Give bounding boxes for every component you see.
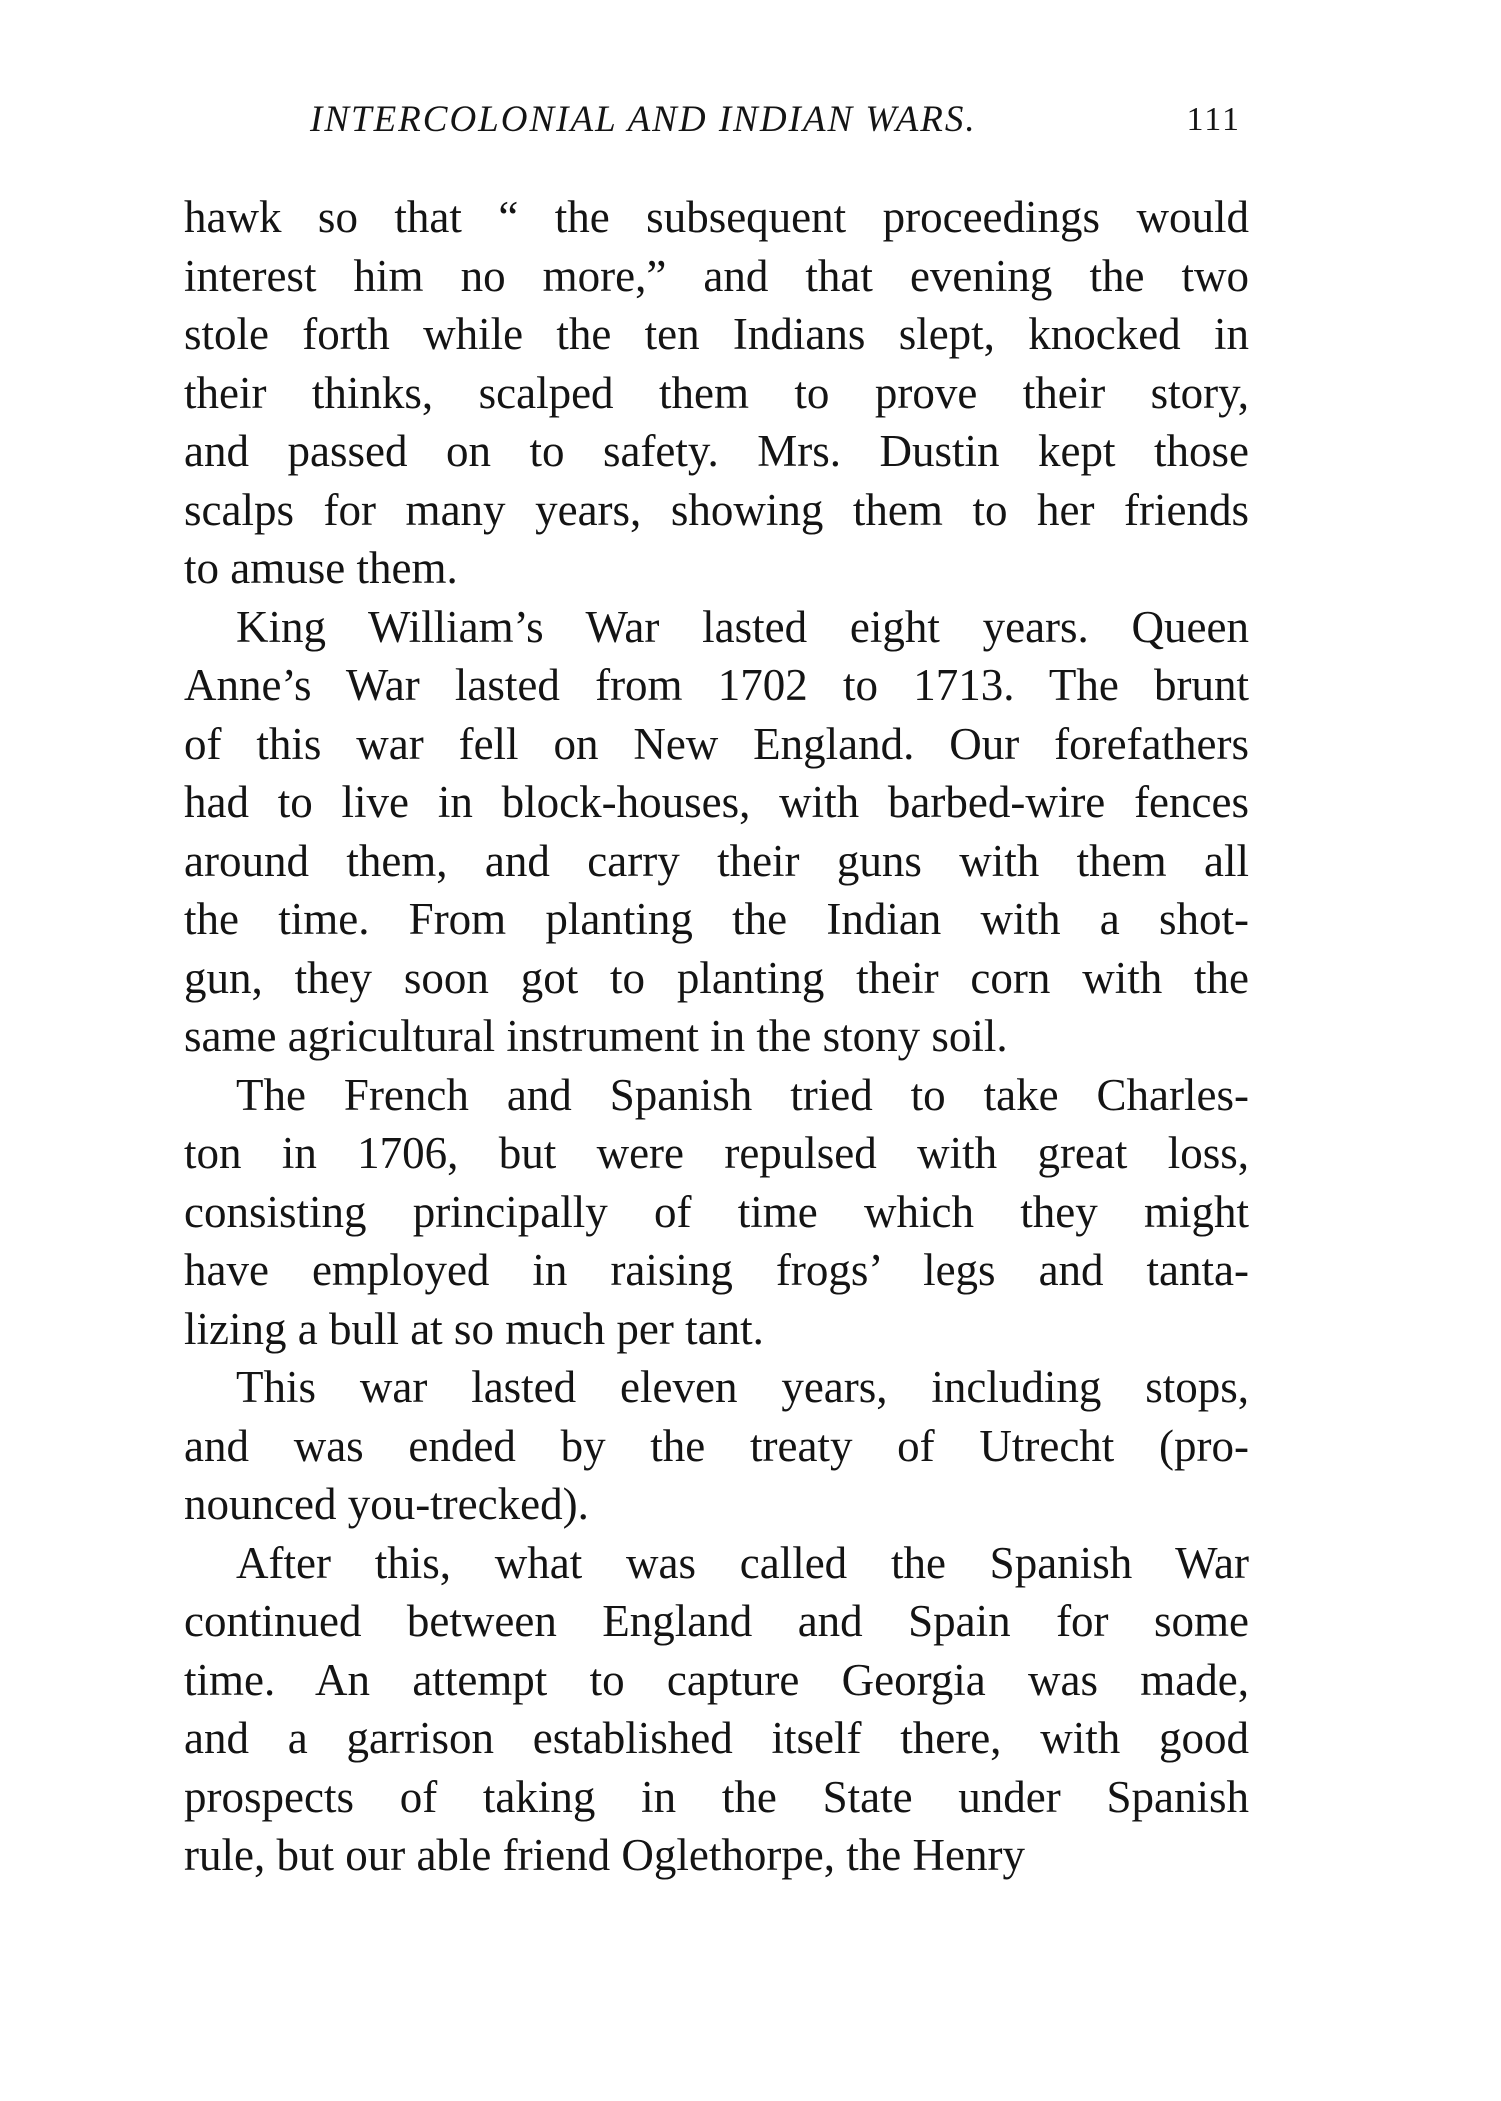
body-text (184, 188, 1249, 1885)
page-number: 111 (1186, 101, 1241, 138)
text-line: the time. From planting the Indian with a shot- (184, 894, 1249, 944)
text-line: The French and Spanish tried to take Charles- (236, 1069, 1249, 1120)
running-head (184, 100, 1249, 140)
text-line: ton in 1706, but were repulsed with great loss, (184, 1128, 1249, 1178)
text-line: consisting principally of time which they might (184, 1186, 1249, 1237)
text-line: continued between England and Spain for some (184, 1596, 1249, 1646)
paragraph (184, 1066, 1249, 1359)
text-line: King William’s War lasted eight years. Queen (236, 601, 1249, 652)
text-line: their thinks, scalped them to prove their story, (184, 367, 1249, 418)
text-line: stole forth while the ten Indians slept, knocked in (184, 309, 1249, 359)
text-line: lizing a bull at so much per tant. (184, 1303, 764, 1354)
text-line: nounced you-trecked). (184, 1479, 589, 1529)
text-line: and was ended by the treaty of Utrecht (pro- (184, 1420, 1249, 1471)
text-line: same agricultural instrument in the stony soil. (184, 1011, 1008, 1061)
text-line: prospects of taking in the State under Spanish (184, 1771, 1249, 1822)
paragraph (184, 598, 1249, 1066)
text-line: gun, they soon got to planting their corn with the (184, 952, 1249, 1003)
text-line: to amuse them. (184, 543, 458, 593)
text-line: This war lasted eleven years, including stops, (236, 1362, 1249, 1412)
text-line: of this war fell on New England. Our forefathers (184, 718, 1249, 769)
paragraph (184, 1358, 1249, 1534)
paragraph (184, 1534, 1249, 1885)
text-line: have employed in raising frogs’ legs and tanta- (184, 1245, 1249, 1295)
text-line: rule, but our able friend Oglethorpe, the Henry (184, 1830, 1025, 1880)
text-line: around them, and carry their guns with them all (184, 835, 1249, 886)
text-line: interest him no more,” and that evening the two (184, 250, 1249, 301)
text-line: had to live in block-houses, with barbed-wire fences (184, 777, 1249, 827)
text-line: and passed on to safety. Mrs. Dustin kept those (184, 426, 1249, 476)
text-line: hawk so that “ the subsequent proceedings would (184, 192, 1249, 242)
text-line: After this, what was called the Spanish War (236, 1537, 1249, 1588)
text-line: scalps for many years, showing them to her friends (184, 484, 1249, 535)
text-line: Anne’s War lasted from 1702 to 1713. The brunt (184, 660, 1249, 710)
text-line: and a garrison established itself there, with good (184, 1713, 1249, 1763)
running-title: INTERCOLONIAL AND INDIAN WARS. (310, 99, 977, 140)
paragraph (184, 188, 1249, 598)
text-line: time. An attempt to capture Georgia was made, (184, 1654, 1249, 1705)
